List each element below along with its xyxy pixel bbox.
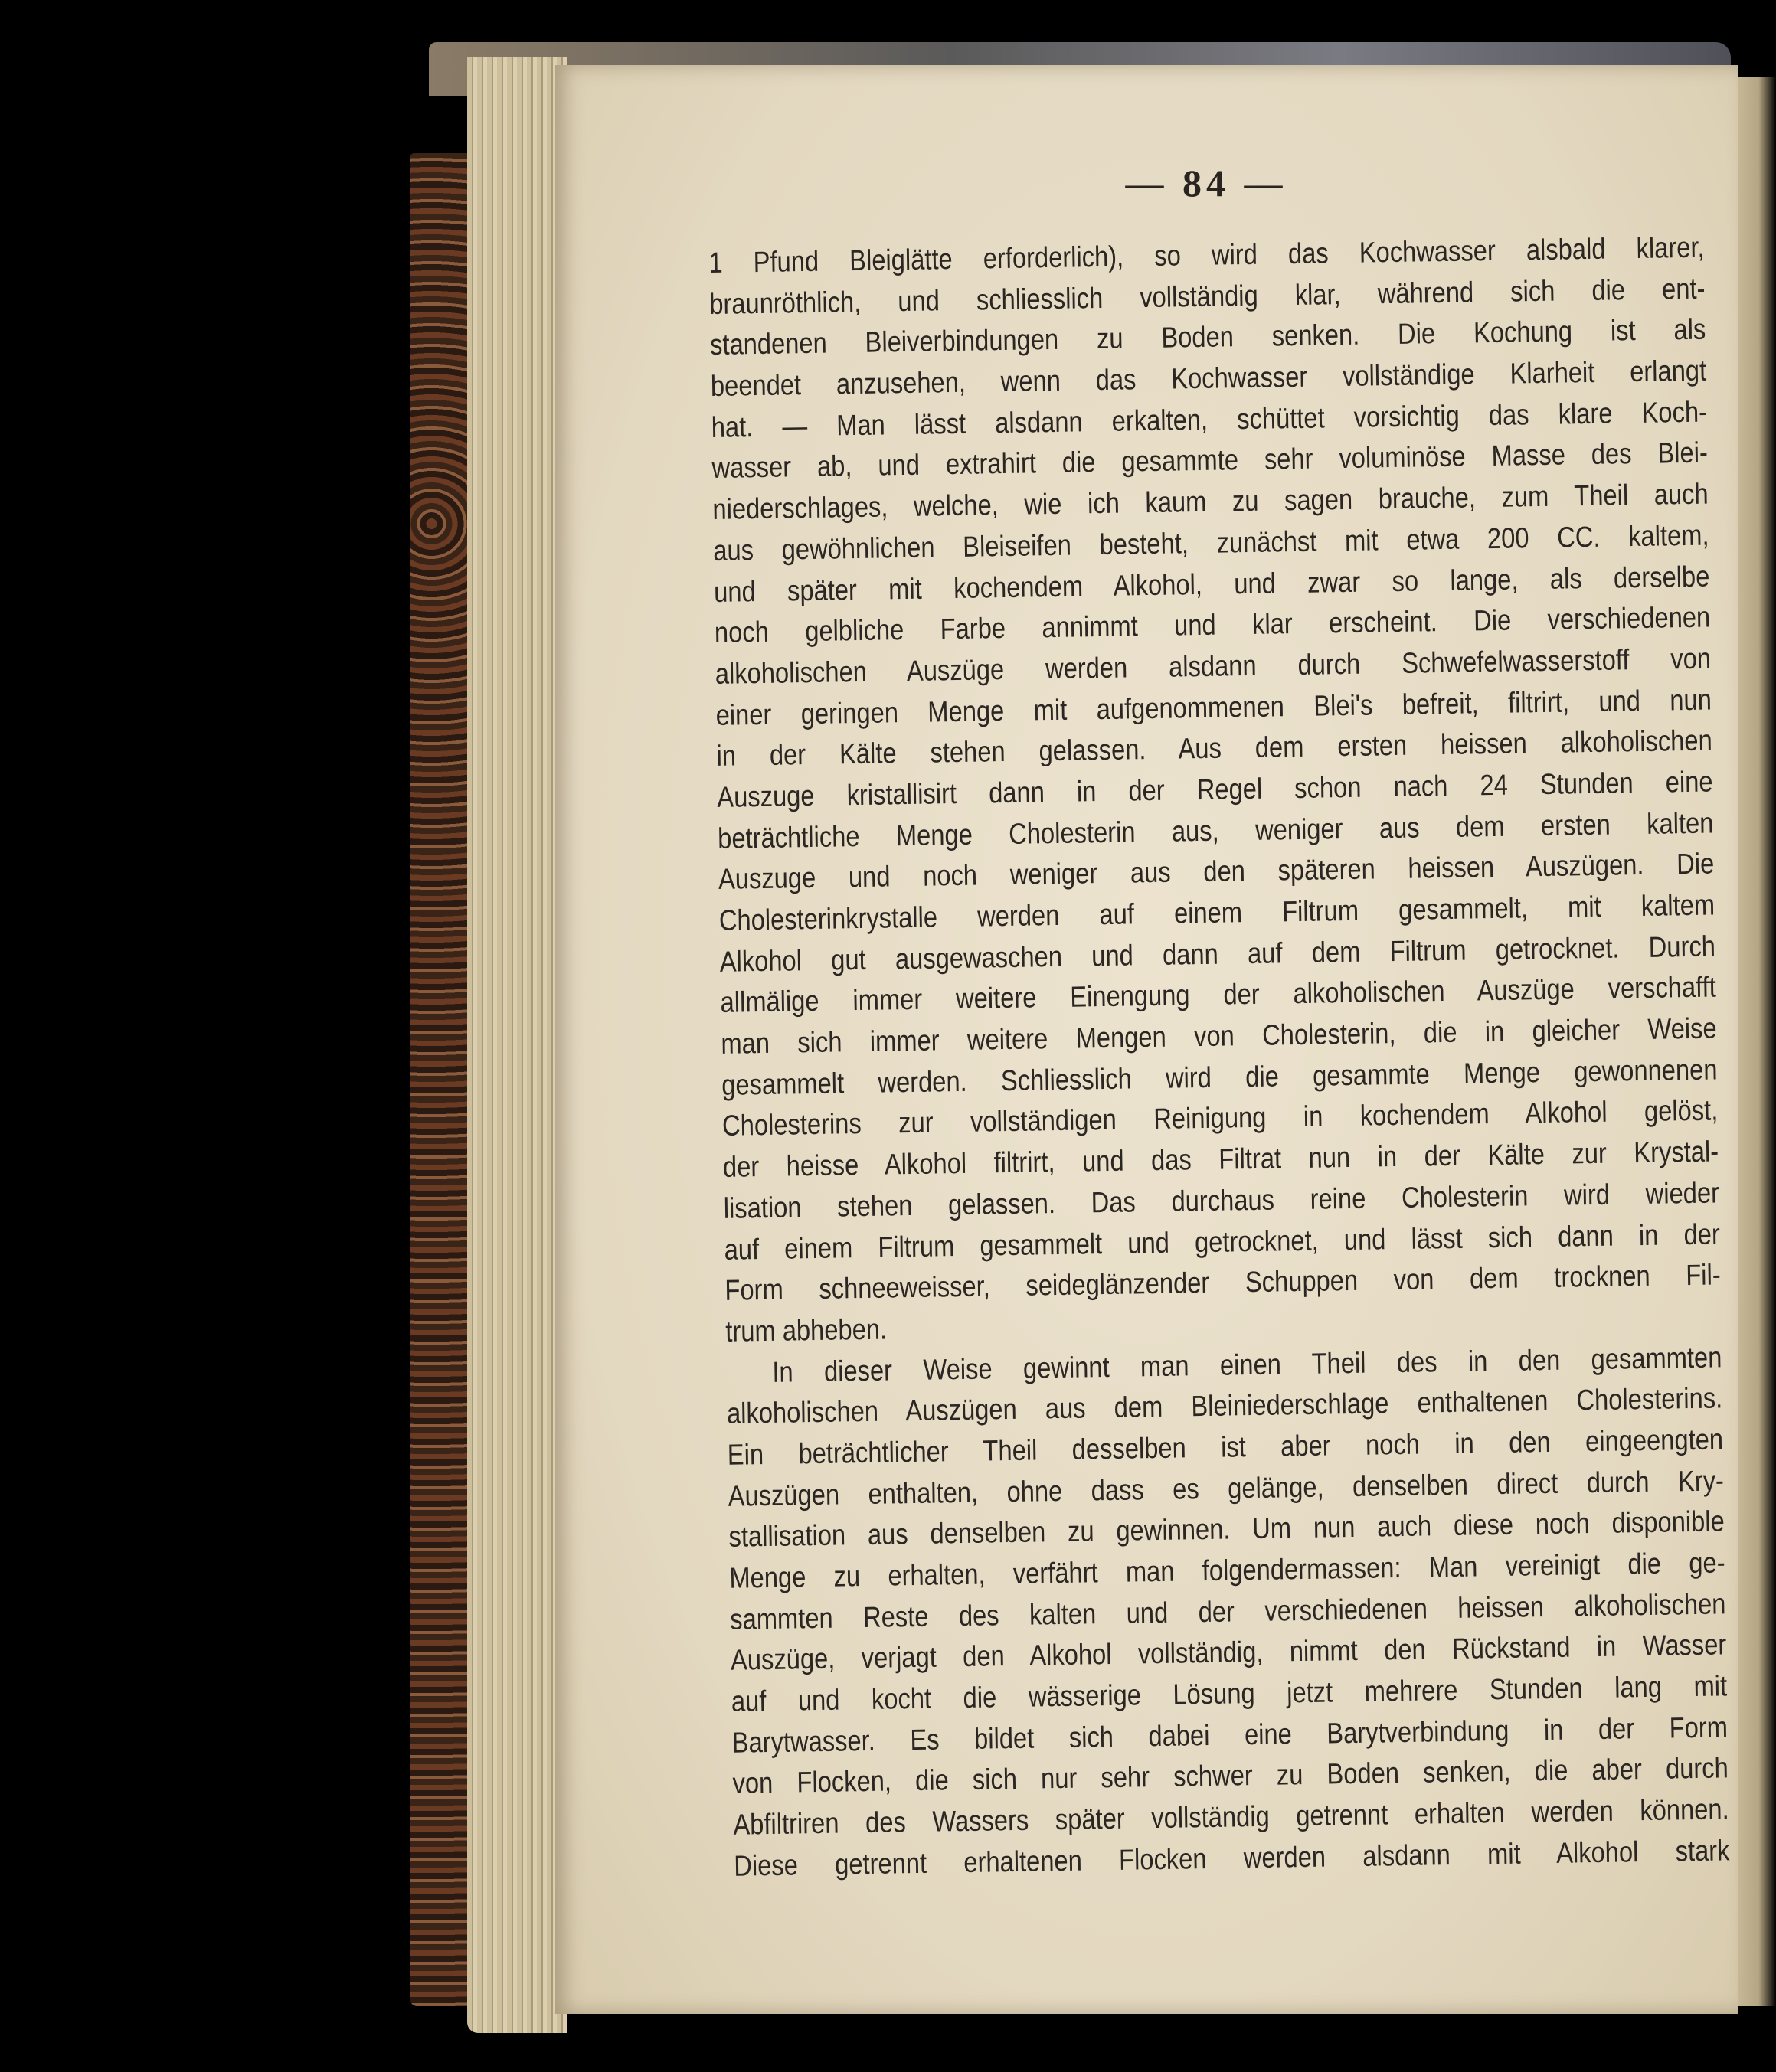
text-line: auf und kocht die wässerige Lösung jetzt mehrere Stunden lang mit bbox=[731, 1670, 1728, 1718]
text-line: In dieser Weise gewinnt man einen Theil des in den gesammten bbox=[772, 1341, 1722, 1389]
text-line: stallisation aus denselben zu gewinnen. Um nun auch diese noch disponible bbox=[728, 1505, 1725, 1554]
text-line: Auszügen enthalten, ohne dass es gelänge, denselben direct durch Kry- bbox=[728, 1465, 1725, 1513]
text-line: Abfiltriren des Wassers später vollständig getrennt erhalten werden können. bbox=[733, 1793, 1729, 1842]
text-line: trum abheben. bbox=[725, 1313, 888, 1348]
text-line: niederschlages, welche, wie ich kaum zu sagen brauche, zum Theil auch bbox=[712, 478, 1709, 527]
text-line: und später mit kochendem Alkohol, und zwar so lange, als derselbe bbox=[713, 560, 1710, 609]
text-line: wasser ab, und extrahirt die gesammte sehr voluminöse Masse des Blei- bbox=[711, 436, 1709, 485]
page-body-text bbox=[708, 228, 1730, 1888]
text-line: Auszüge, verjagt den Alkohol vollständig, nimmt den Rückstand in Wasser bbox=[730, 1629, 1727, 1678]
text-line: auf einem Filtrum gesammelt und getrocknet, und lässt sich dann in der bbox=[724, 1217, 1721, 1266]
text-line: Alkohol gut ausgewaschen und dann auf dem Filtrum getrocknet. Durch bbox=[719, 930, 1716, 979]
text-line: Cholesterins zur vollständigen Reinigung in kochendem Alkohol gelöst, bbox=[721, 1094, 1719, 1143]
text-line: hat. — Man lässt alsdann erkalten, schüttet vorsichtig das klare Koch- bbox=[711, 396, 1708, 444]
text-line: noch gelbliche Farbe annimmt und klar erscheint. Die verschiedenen bbox=[714, 601, 1711, 650]
page-number: — 84 — bbox=[1125, 162, 1287, 204]
text-line: beendet anzusehen, wenn das Kochwasser vollständige Klarheit erlangt bbox=[710, 355, 1707, 404]
text-line: man sich immer weitere Mengen von Cholesterin, die in gleicher Weise bbox=[721, 1012, 1717, 1061]
text-line: Auszuge und noch weniger aus den späteren heissen Auszügen. Die bbox=[718, 848, 1715, 897]
text-line: braunröthlich, und schliesslich vollständig klar, während sich die ent- bbox=[708, 273, 1706, 321]
text-line: beträchtliche Menge Cholesterin aus, weniger aus dem ersten kalten bbox=[717, 807, 1714, 855]
text-line: standenen Bleiverbindungen zu Boden senken. Die Kochung ist als bbox=[709, 313, 1706, 362]
text-line: aus gewöhnlichen Bleiseifen besteht, zunächst mit etwa 200 CC. kaltem, bbox=[712, 519, 1709, 567]
text-line: alkoholischen Auszüge werden alsdann durch Schwefelwasserstoff von bbox=[715, 642, 1712, 691]
text-line: alkoholischen Auszügen aus dem Bleiniederschlage enthaltenen Cholesterins. bbox=[726, 1382, 1723, 1431]
text-line: Ein beträchtlicher Theil desselben ist aber noch in den eingeengten bbox=[727, 1423, 1724, 1472]
text-line: 1 Pfund Bleiglätte erforderlich), so wird das Kochwasser alsbald klarer, bbox=[708, 231, 1705, 279]
text-line: Menge zu erhalten, verfährt man folgendermassen: Man vereinigt die ge- bbox=[729, 1547, 1725, 1595]
text-line: allmälige immer weitere Einengung der alkoholischen Auszüge verschafft bbox=[720, 971, 1717, 1020]
text-line: Auszuge kristallisirt dann in der Regel schon nach 24 Stunden eine bbox=[717, 766, 1713, 814]
text-line: lisation stehen gelassen. Das durchaus reine Cholesterin wird wieder bbox=[723, 1177, 1720, 1225]
text-line: Barytwasser. Es bildet sich dabei eine Barytverbindung in der Form bbox=[731, 1711, 1729, 1760]
text-line: Diese getrennt erhaltenen Flocken werden alsdann mit Alkohol stark bbox=[733, 1835, 1730, 1883]
text-line: der heisse Alkohol filtrirt, und das Filtrat nun in der Kälte zur Krystal- bbox=[722, 1136, 1719, 1184]
text-line: Cholesterinkrystalle werden auf einem Filtrum gesammelt, mit kaltem bbox=[718, 889, 1715, 937]
text-line: in der Kälte stehen gelassen. Aus dem ersten heissen alkoholischen bbox=[716, 724, 1713, 773]
text-line: gesammelt werden. Schliesslich wird die gesammte Menge gewonnenen bbox=[721, 1054, 1718, 1102]
text-line: sammten Reste des kalten und der verschiedenen heissen alkoholischen bbox=[729, 1588, 1726, 1636]
text-line: Form schneeweisser, seideglänzender Schuppen von dem trocknen Fil- bbox=[724, 1259, 1721, 1308]
stacked-page-edges bbox=[467, 57, 567, 2033]
text-line: von Flocken, die sich nur sehr schwer zu Boden senken, die aber durch bbox=[732, 1752, 1729, 1801]
text-line: einer geringen Menge mit aufgenommenen Blei's befreit, filtrirt, und nun bbox=[715, 684, 1712, 732]
page-right-edge bbox=[1732, 77, 1776, 2006]
